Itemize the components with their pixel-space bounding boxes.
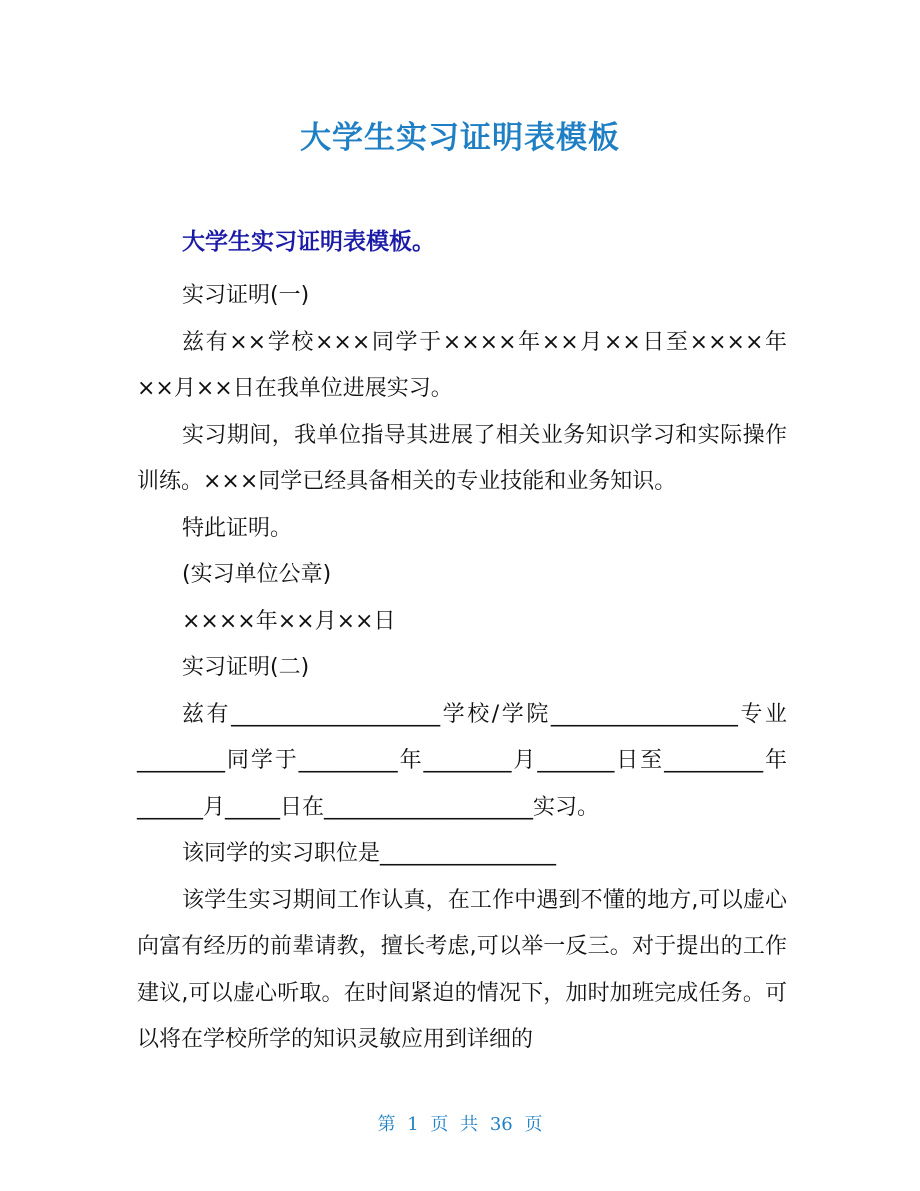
- paragraph: 兹有××学校×××同学于××××年××月××日至××××年××月××日在我单位进展实习。: [137, 329, 787, 401]
- page-number: 第 1 页 共 36 页: [377, 1114, 543, 1135]
- paragraph: 兹有___________________学校/学院_________________专业________同学于_________年________月_______日至_________年______月_____日在___________________实习。: [137, 701, 787, 820]
- document-body: [137, 273, 787, 1064]
- paragraph: 实习期间，我单位指导其进展了相关业务知识学习和实际操作训练。×××同学已经具备相关的专业技能和业务知识。: [137, 422, 787, 494]
- paragraph: 特此证明。: [182, 515, 293, 541]
- document-title: 大学生实习证明表模板: [300, 120, 620, 156]
- paragraph: 实习证明(一): [182, 283, 310, 308]
- document-subtitle: 大学生实习证明表模板。: [182, 229, 435, 255]
- paragraph: 实习证明(二): [182, 655, 310, 680]
- paragraph: 该同学的实习职位是________________: [182, 841, 557, 866]
- paragraph: 该学生实习期间工作认真，在工作中遇到不懂的地方,可以虚心向富有经历的前辈请教，擅长考虑,可以举一反三。对于提出的工作建议,可以虚心听取。在时间紧迫的情况下，加时加班完成任务。可以将在学校所学的知识灵敏应用到详细的: [137, 887, 787, 1052]
- paragraph: ××××年××月××日: [182, 608, 396, 634]
- paragraph: (实习单位公章): [182, 562, 332, 587]
